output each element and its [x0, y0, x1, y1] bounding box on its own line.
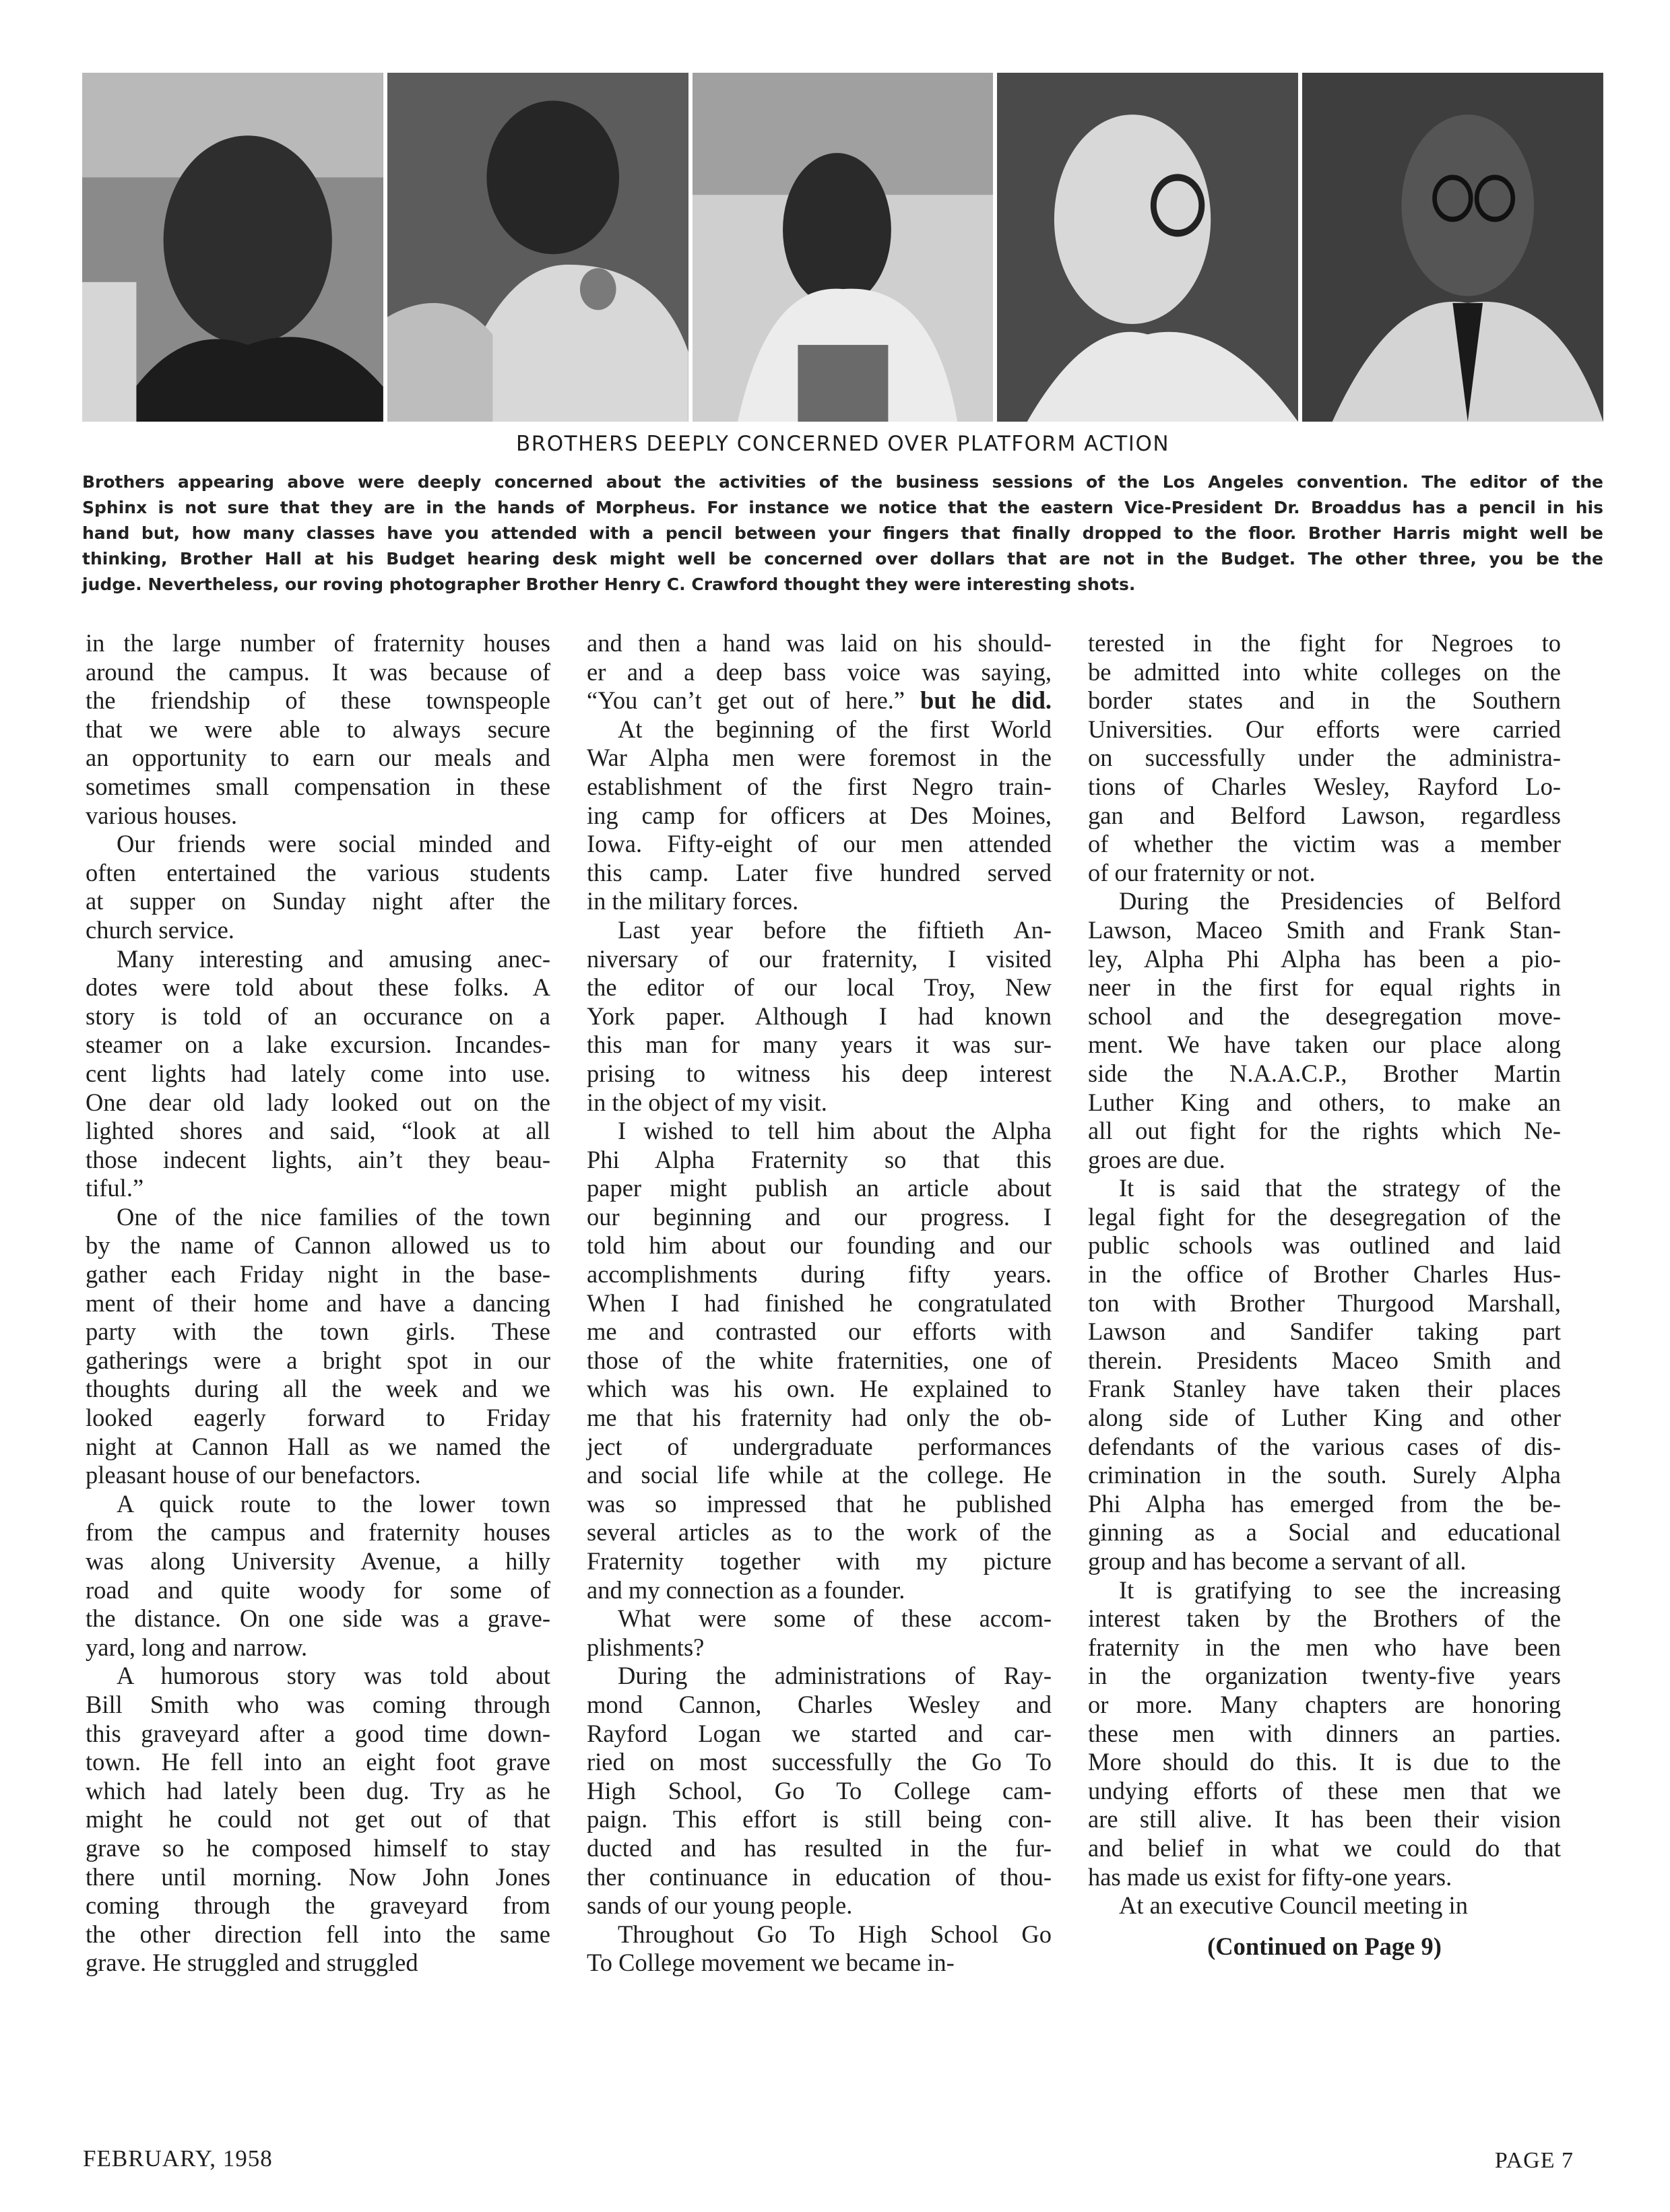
- text-line: A quick route to the lower town: [117, 1489, 550, 1518]
- text-line: road and quite woody for some of: [86, 1575, 550, 1604]
- caption-line: Brothers appearing above were deeply concerned about the activities of the business sessions of the Los Angeles convention. The editor of the: [82, 472, 1603, 492]
- text-line: Rayford Logan we started and car-: [587, 1719, 1052, 1747]
- text-line: party with the town girls. These: [86, 1318, 550, 1346]
- text-line: ducted and has resulted in the fur-: [587, 1833, 1052, 1862]
- article-column-2: [587, 629, 1052, 1978]
- text-line: paper might publish an article about: [587, 1174, 1052, 1202]
- text-line: in the organization twenty-five years: [1088, 1662, 1561, 1690]
- text-line: by the name of Cannon allowed us to: [86, 1231, 550, 1260]
- text-line: told him about our founding and our: [587, 1231, 1052, 1260]
- text-line: One of the nice families of the town: [117, 1202, 550, 1231]
- text-line: group and has become a servant of all.: [1088, 1547, 1467, 1575]
- text-line: When I had finished he congratulated: [587, 1289, 1052, 1317]
- text-line: York paper. Although I had known: [587, 1002, 1052, 1030]
- text-line: cent lights had lately come into use.: [86, 1059, 550, 1087]
- text-line: gan and Belford Lawson, regardless: [1088, 801, 1561, 829]
- text-line: Bill Smith who was coming through: [86, 1690, 550, 1718]
- text-line: in the military forces.: [587, 887, 799, 915]
- text-line: town. He fell into an eight foot grave: [86, 1748, 550, 1776]
- text-line: often entertained the various students: [86, 858, 550, 886]
- photo-brother-3-image: [693, 73, 994, 422]
- caption-line: Sphinx is not sure that they are in the hands of Morpheus. For instance we notice that the eastern Vice-President Dr. Broaddus has a pencil in his: [82, 498, 1603, 517]
- text-line: and belief in what we could do that: [1088, 1833, 1561, 1862]
- text-line: To College movement we became in-: [587, 1949, 955, 1977]
- text-line: and then a hand was laid on his should-: [587, 629, 1052, 657]
- footer-date: FEBRUARY, 1958: [83, 2145, 273, 2172]
- continued-note: (Continued on Page 9): [1207, 1932, 1442, 1960]
- text-line: gather each Friday night in the base-: [86, 1260, 550, 1289]
- text-line: sometimes small compensation in these: [86, 772, 550, 800]
- text-line: this man for many years it was sur-: [587, 1031, 1052, 1059]
- text-line: At the beginning of the first World: [618, 715, 1052, 743]
- text-line: ther continuance in education of thou-: [587, 1862, 1052, 1891]
- text-line: are still alive. It has been their vision: [1088, 1805, 1561, 1833]
- caption-line: judge. Nevertheless, our roving photographer Brother Henry C. Crawford thought they were interesting shots.: [82, 575, 1136, 594]
- text-line: A humorous story was told about: [117, 1662, 550, 1690]
- text-line: Iowa. Fifty-eight of our men attended: [587, 830, 1052, 858]
- text-line: around the campus. It was because of: [86, 657, 550, 686]
- text-line: from the campus and fraternity houses: [86, 1518, 550, 1547]
- text-line: the other direction fell into the same: [86, 1920, 550, 1948]
- text-line: several articles as to the work of the: [587, 1518, 1052, 1547]
- text-line: border states and in the Southern: [1088, 686, 1561, 715]
- text-line: [587, 686, 1052, 715]
- text-line: there until morning. Now John Jones: [86, 1862, 550, 1891]
- text-line: various houses.: [86, 801, 238, 829]
- text-line: It is said that the strategy of the: [1119, 1174, 1561, 1202]
- text-line: steamer on a lake excursion. Incandes-: [86, 1031, 550, 1059]
- text-line: tions of Charles Wesley, Rayford Lo-: [1088, 772, 1561, 800]
- text-line: ject of undergraduate performances: [587, 1432, 1052, 1460]
- text-line: ment of their home and have a dancing: [86, 1289, 550, 1317]
- text-line: night at Cannon Hall as we named the: [86, 1432, 550, 1460]
- text-line: be admitted into white colleges on the: [1088, 657, 1561, 686]
- article-column-3-body: [1088, 629, 1561, 1920]
- text-line: on successfully under the administra-: [1088, 744, 1561, 772]
- text-line: At an executive Council meeting in: [1119, 1891, 1468, 1920]
- photo-brother-5-image: [1302, 73, 1603, 422]
- text-line: Many interesting and amusing anec-: [117, 944, 550, 973]
- text-line: groes are due.: [1088, 1145, 1225, 1173]
- text-line: might he could not get out of that: [86, 1805, 550, 1833]
- text-segment: “You can’t get out of here.”: [587, 686, 905, 715]
- text-line: I wished to tell him about the Alpha: [618, 1117, 1052, 1145]
- text-line: tiful.”: [86, 1174, 144, 1202]
- text-line: Fraternity together with my picture: [587, 1547, 1052, 1575]
- text-line: War Alpha men were foremost in the: [587, 744, 1052, 772]
- text-line: and my connection as a founder.: [587, 1575, 905, 1604]
- text-line: or more. Many chapters are honoring: [1088, 1690, 1561, 1718]
- text-line: accomplishments during fifty years.: [587, 1260, 1052, 1289]
- text-line: me that his fraternity had only the ob-: [587, 1404, 1052, 1432]
- photo-brother-4: [997, 73, 1298, 422]
- text-line: along side of Luther King and other: [1088, 1404, 1561, 1432]
- text-line: story is told of an occurance on a: [86, 1002, 550, 1030]
- text-line: ing camp for officers at Des Moines,: [587, 801, 1052, 829]
- text-line: grave. He struggled and struggled: [86, 1949, 418, 1977]
- text-line: interest taken by the Brothers of the: [1088, 1604, 1561, 1633]
- text-line: public schools was outlined and laid: [1088, 1231, 1561, 1260]
- text-line: niversary of our fraternity, I visited: [587, 944, 1052, 973]
- text-line: coming through the graveyard from: [86, 1891, 550, 1920]
- text-line: pleasant house of our benefactors.: [86, 1461, 421, 1489]
- caption-line: thinking, Brother Hall at his Budget hearing desk might well be concerned over dollars that are not in the Budget. The other three, you be the: [82, 549, 1603, 568]
- text-line: this camp. Later five hundred served: [587, 858, 1052, 886]
- text-line: crimination in the south. Surely Alpha: [1088, 1461, 1561, 1489]
- text-line: ginning as a Social and educational: [1088, 1518, 1561, 1547]
- photo-brother-4-image: [997, 73, 1298, 422]
- text-line: prising to witness his deep interest: [587, 1059, 1052, 1087]
- text-line: More should do this. It is due to the: [1088, 1748, 1561, 1776]
- text-line: was so impressed that he published: [587, 1489, 1052, 1518]
- text-line: that we were able to always secure: [86, 715, 550, 743]
- text-line: these men with dinners an parties.: [1088, 1719, 1561, 1747]
- text-line: defendants of the various cases of dis-: [1088, 1432, 1561, 1460]
- text-line: side the N.A.A.C.P., Brother Martin: [1088, 1059, 1561, 1087]
- text-line: gatherings were a bright spot in our: [86, 1346, 550, 1374]
- text-line: the friendship of these townspeople: [86, 686, 550, 715]
- text-line: in the office of Brother Charles Hus-: [1088, 1260, 1561, 1289]
- text-line: in the object of my visit.: [587, 1088, 827, 1116]
- text-line: looked eagerly forward to Friday: [86, 1404, 550, 1432]
- text-line: During the administrations of Ray-: [618, 1662, 1052, 1690]
- text-line: er and a deep bass voice was saying,: [587, 657, 1052, 686]
- text-line: the editor of our local Troy, New: [587, 973, 1052, 1002]
- text-line: of our fraternity or not.: [1088, 858, 1316, 886]
- text-line: Universities. Our efforts were carried: [1088, 715, 1561, 743]
- text-line: me and contrasted our efforts with: [587, 1318, 1052, 1346]
- photo-brother-5: [1302, 73, 1603, 422]
- photo-brother-1-image: [82, 73, 383, 422]
- text-line: those of the white fraternities, one of: [587, 1346, 1052, 1374]
- text-line: an opportunity to earn our meals and: [86, 744, 550, 772]
- text-line: which had lately been dug. Try as he: [86, 1776, 550, 1804]
- article-column-2-body: [587, 715, 1052, 1978]
- text-line: dotes were told about these folks. A: [86, 973, 550, 1002]
- text-line: ley, Alpha Phi Alpha has been a pio-: [1088, 944, 1561, 973]
- photo-brother-3: [693, 73, 994, 422]
- caption-body: [82, 469, 1603, 597]
- text-line: grave so he composed himself to stay: [86, 1833, 550, 1862]
- text-line: It is gratifying to see the increasing: [1119, 1575, 1561, 1604]
- text-line: ried on most successfully the Go To: [587, 1748, 1052, 1776]
- text-line: all out fight for the rights which Ne-: [1088, 1117, 1561, 1145]
- text-line: Lawson and Sandifer taking part: [1088, 1318, 1561, 1346]
- text-line: One dear old lady looked out on the: [86, 1088, 550, 1116]
- text-line: Throughout Go To High School Go: [618, 1920, 1052, 1948]
- text-line: at supper on Sunday night after the: [86, 887, 550, 915]
- article-column-1: [86, 629, 550, 1978]
- caption-title: BROTHERS DEEPLY CONCERNED OVER PLATFORM ACTION: [515, 432, 1170, 456]
- photo-brother-2-image: [387, 73, 688, 422]
- text-line: legal fight for the desegregation of the: [1088, 1202, 1561, 1231]
- text-line: ment. We have taken our place along: [1088, 1031, 1561, 1059]
- text-line: thoughts during all the week and we: [86, 1375, 550, 1403]
- text-line: the distance. On one side was a grave-: [86, 1604, 550, 1633]
- photo-brother-1: [82, 73, 383, 422]
- text-line: sands of our young people.: [587, 1891, 853, 1920]
- text-line: Luther King and others, to make an: [1088, 1088, 1561, 1116]
- text-line: plishments?: [587, 1633, 705, 1661]
- text-line: Phi Alpha Fraternity so that this: [587, 1145, 1052, 1173]
- text-line: which was his own. He explained to: [587, 1375, 1052, 1403]
- emphasis-text: but he did.: [920, 686, 1052, 715]
- text-line: Last year before the fiftieth An-: [618, 915, 1052, 944]
- text-line: establishment of the first Negro train-: [587, 772, 1052, 800]
- caption-line: hand but, how many classes have you attended with a pencil between your fingers that finally dropped to the floor. Brother Harris might well be: [82, 523, 1603, 543]
- text-line: neer in the first for equal rights in: [1088, 973, 1561, 1002]
- text-line: those indecent lights, ain’t they beau-: [86, 1145, 550, 1173]
- photo-strip: [82, 73, 1603, 422]
- text-line: and social life while at the college. He: [587, 1461, 1052, 1489]
- text-line: fraternity in the men who have been: [1088, 1633, 1561, 1661]
- text-line: Our friends were social minded and: [117, 830, 550, 858]
- text-line: of whether the victim was a member: [1088, 830, 1561, 858]
- text-line: Lawson, Maceo Smith and Frank Stan-: [1088, 915, 1561, 944]
- text-line: mond Cannon, Charles Wesley and: [587, 1690, 1052, 1718]
- text-line: During the Presidencies of Belford: [1119, 887, 1561, 915]
- text-line: church service.: [86, 915, 234, 944]
- text-line: Phi Alpha has emerged from the be-: [1088, 1489, 1561, 1518]
- photo-brother-2: [387, 73, 688, 422]
- text-line: therein. Presidents Maceo Smith and: [1088, 1346, 1561, 1374]
- text-line: school and the desegregation move-: [1088, 1002, 1561, 1030]
- text-line: was along University Avenue, a hilly: [86, 1547, 550, 1575]
- text-line: has made us exist for fifty-one years.: [1088, 1862, 1452, 1891]
- text-line: undying efforts of these men that we: [1088, 1776, 1561, 1804]
- text-line: this graveyard after a good time down-: [86, 1719, 550, 1747]
- article-column-3: [1088, 629, 1561, 1961]
- text-line: paign. This effort is still being con-: [587, 1805, 1052, 1833]
- text-line: in the large number of fraternity houses: [86, 629, 550, 657]
- page-number: PAGE 7: [1494, 2148, 1574, 2173]
- text-line: terested in the fight for Negroes to: [1088, 629, 1561, 657]
- text-line: our beginning and our progress. I: [587, 1202, 1052, 1231]
- text-line: High School, Go To College cam-: [587, 1776, 1052, 1804]
- text-line: ton with Brother Thurgood Marshall,: [1088, 1289, 1561, 1317]
- text-line: lighted shores and said, “look at all: [86, 1117, 550, 1145]
- text-line: yard, long and narrow.: [86, 1633, 308, 1661]
- text-line: What were some of these accom-: [618, 1604, 1052, 1633]
- text-line: Frank Stanley have taken their places: [1088, 1375, 1561, 1403]
